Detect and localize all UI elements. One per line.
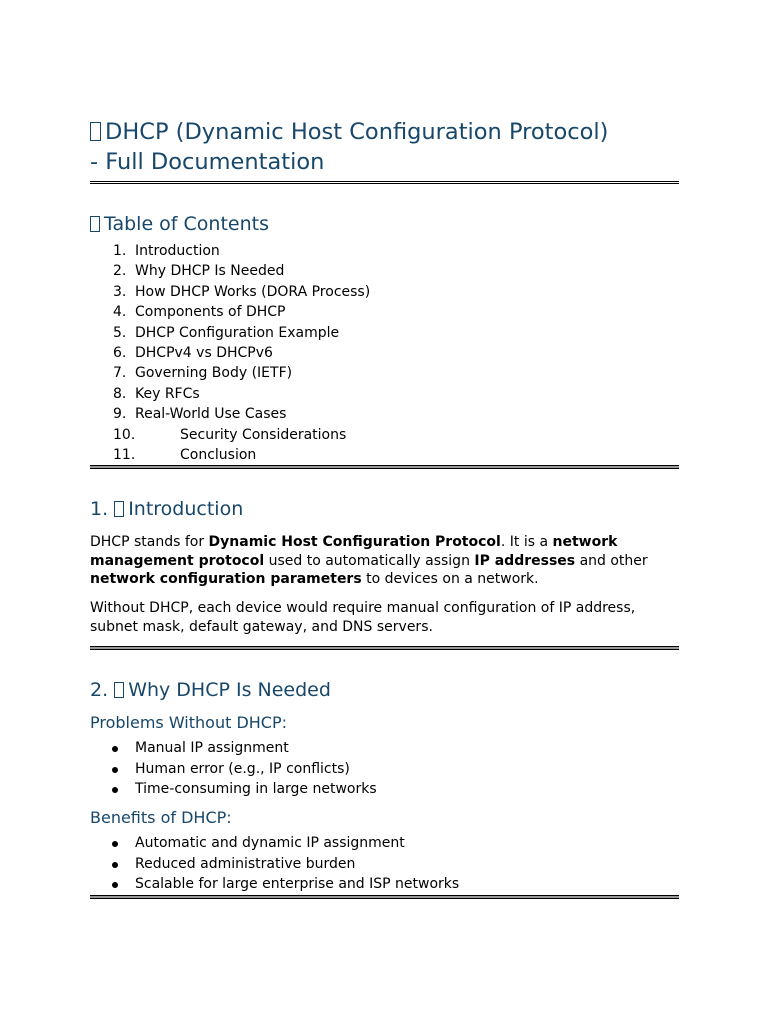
section-heading-text: Introduction (128, 498, 244, 520)
list-item (90, 779, 679, 800)
section-divider (90, 646, 679, 650)
problems-heading-text: Problems Without DHCP: (90, 713, 288, 732)
toc-item-label: How DHCP Works (DORA Process) (135, 283, 371, 300)
toc-item[interactable] (90, 363, 679, 383)
toc-item-label: Real-World Use Cases (135, 406, 287, 423)
bullet-icon (112, 746, 118, 752)
intro-text: . It is a (500, 534, 553, 550)
title-text: DHCP (Dynamic Host Configuration Protocol) (105, 119, 609, 145)
list-item-text: Automatic and dynamic IP assignment (135, 835, 405, 851)
toc-item-number: 3. (113, 283, 127, 300)
toc-list (90, 241, 679, 465)
intro-bold-term: Dynamic Host Configuration Protocol (208, 534, 501, 550)
benefits-heading (90, 808, 232, 828)
list-item (90, 738, 679, 759)
problems-heading (90, 713, 287, 733)
toc-item[interactable] (90, 282, 679, 302)
toc-item-label: Governing Body (IETF) (135, 365, 293, 382)
missing-glyph-icon (114, 682, 124, 698)
section-divider (90, 465, 679, 469)
toc-item[interactable] (90, 241, 679, 261)
section-number: 1. (90, 498, 109, 520)
section-divider (90, 895, 679, 899)
problems-list (90, 738, 679, 800)
toc-item-label: Security Considerations (180, 426, 347, 443)
list-item-text: Human error (e.g., IP conflicts) (135, 760, 350, 777)
intro-paragraph-2-text: Without DHCP, each device would require manual configuration of IP address, subnet mask, default gateway, and DNS servers. (90, 600, 636, 635)
bullet-icon (112, 787, 118, 793)
list-item-text: Time-consuming in large networks (135, 781, 377, 798)
missing-glyph-icon (114, 501, 124, 517)
toc-heading (90, 212, 269, 236)
intro-text: to devices on a network. (361, 571, 539, 587)
toc-item-label: DHCP Configuration Example (135, 324, 340, 341)
toc-item[interactable] (90, 261, 679, 281)
document-title (90, 117, 608, 177)
bullet-icon (112, 862, 118, 868)
toc-item[interactable] (90, 425, 679, 445)
section-introduction-heading (90, 497, 243, 521)
title-divider (90, 181, 679, 184)
list-item (90, 854, 679, 875)
intro-bold-term: network management protocol (90, 534, 618, 569)
title-line-2: - Full Documentation (90, 149, 325, 175)
bullet-icon (112, 882, 118, 888)
intro-paragraph-2 (90, 599, 650, 636)
missing-glyph-icon (90, 122, 101, 141)
toc-item-label: Why DHCP Is Needed (135, 263, 285, 280)
toc-item-number: 2. (113, 263, 127, 280)
missing-glyph-icon (90, 216, 100, 232)
list-item-text: Manual IP assignment (135, 740, 289, 756)
toc-item[interactable] (90, 302, 679, 322)
list-item (90, 759, 679, 780)
toc-item-label: Components of DHCP (135, 304, 286, 321)
list-item-text: Reduced administrative burden (135, 855, 356, 872)
bullet-icon (112, 767, 118, 773)
list-item (90, 833, 679, 854)
section-heading-text: Why DHCP Is Needed (128, 679, 331, 701)
benefits-list (90, 833, 679, 895)
toc-item-number: 1. (113, 243, 127, 259)
intro-text: DHCP stands for (90, 534, 209, 550)
intro-bold-term: network configuration parameters (90, 571, 362, 587)
toc-item[interactable] (90, 445, 679, 465)
toc-item[interactable] (90, 404, 679, 424)
bullet-icon (112, 841, 118, 847)
toc-item-number: 11. (113, 447, 136, 464)
toc-item-number: 4. (113, 304, 127, 321)
section-number: 2. (90, 679, 109, 701)
list-item (90, 874, 679, 895)
toc-item-number: 8. (113, 385, 127, 402)
toc-item-number: 6. (113, 345, 127, 362)
toc-item[interactable] (90, 323, 679, 343)
intro-bold-term: IP addresses (474, 552, 576, 569)
intro-text: and other (575, 552, 648, 569)
toc-heading-text: Table of Contents (104, 213, 269, 235)
list-item-text: Scalable for large enterprise and ISP networks (135, 876, 460, 893)
toc-item-number: 9. (113, 406, 127, 423)
title-line-1 (90, 117, 608, 147)
toc-item-label: Key RFCs (135, 385, 200, 402)
toc-item-number: 7. (113, 365, 127, 382)
toc-item-label: Conclusion (180, 447, 257, 464)
toc-item-label: Introduction (135, 243, 220, 259)
intro-text: used to automatically assign (264, 552, 475, 569)
toc-item[interactable] (90, 384, 679, 404)
toc-item-number: 5. (113, 324, 127, 341)
toc-item-number: 10. (113, 426, 136, 443)
benefits-heading-text: Benefits of DHCP: (90, 808, 232, 827)
section-why-heading (90, 678, 331, 702)
intro-paragraph-1 (90, 533, 679, 589)
toc-item-label: DHCPv4 vs DHCPv6 (135, 345, 273, 362)
toc-item[interactable] (90, 343, 679, 363)
